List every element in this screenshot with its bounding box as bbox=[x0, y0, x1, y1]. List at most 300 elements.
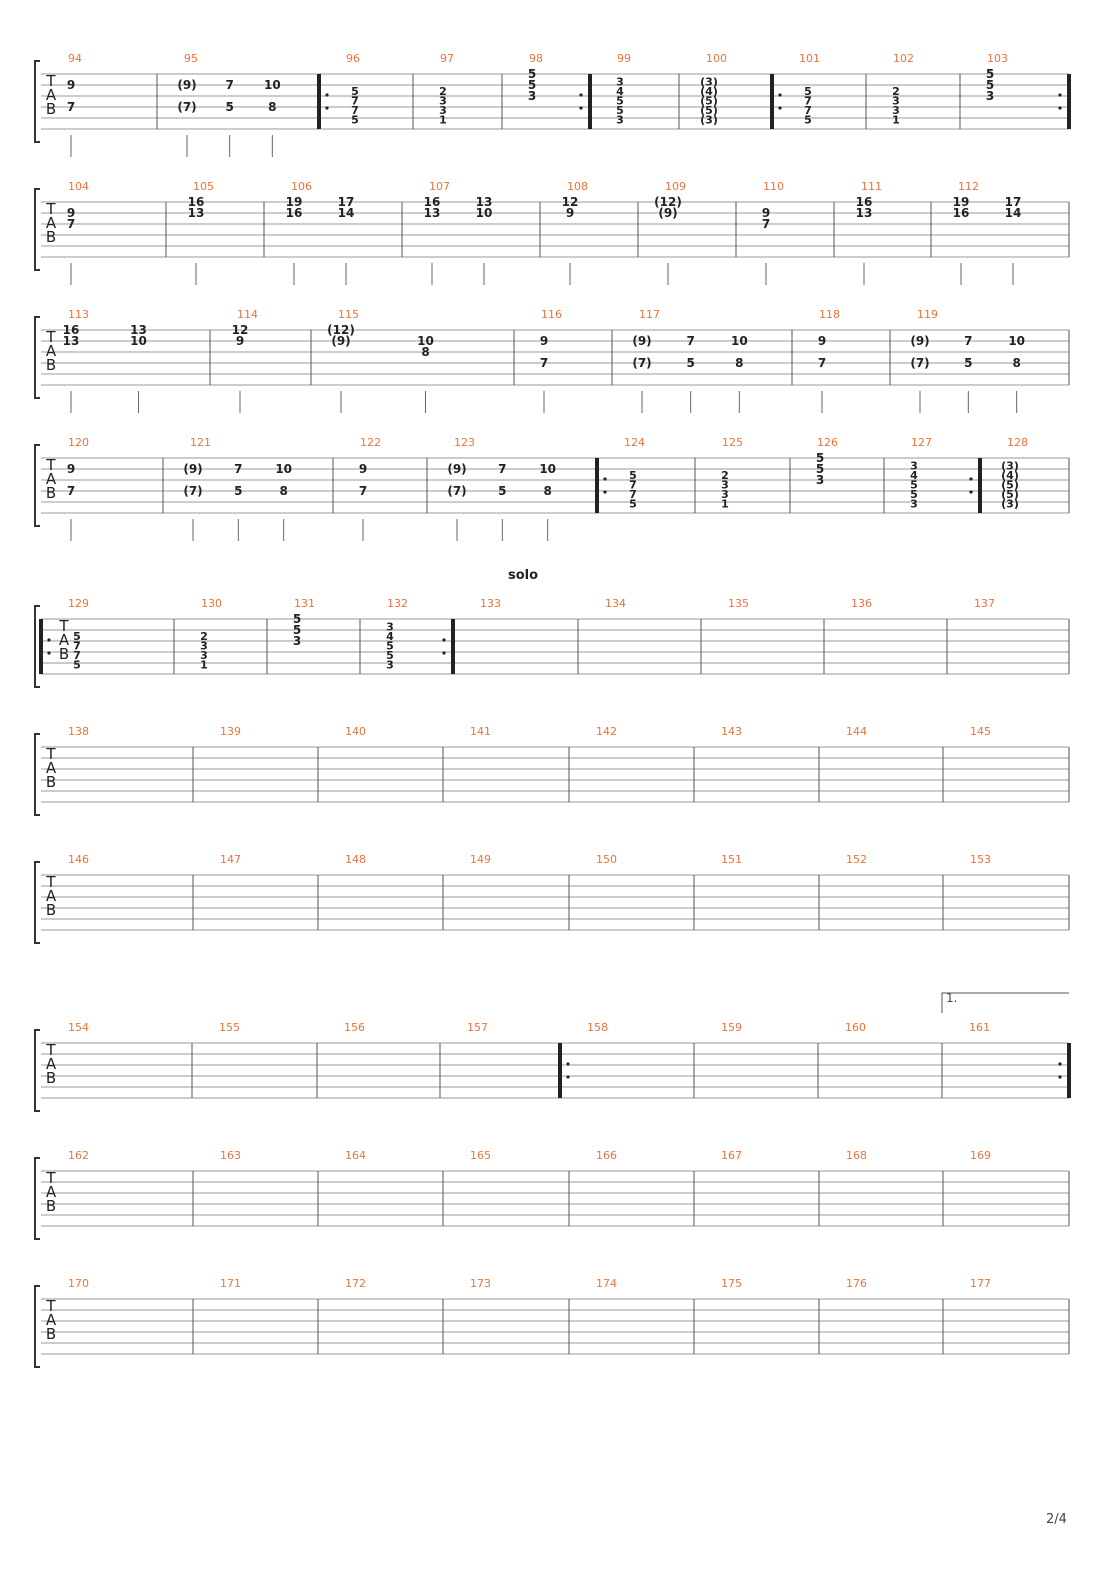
tab-note: 10 bbox=[730, 334, 748, 348]
measure-number: 156 bbox=[344, 1021, 365, 1034]
tab-note: 17 bbox=[337, 195, 355, 209]
tab-clef-letter: A bbox=[45, 342, 57, 360]
repeat-start-bar bbox=[558, 1043, 562, 1098]
measure bbox=[317, 52, 360, 129]
measure-number: 135 bbox=[728, 597, 749, 610]
measure-number: 128 bbox=[1007, 436, 1028, 449]
tab-note: 7 bbox=[351, 104, 359, 117]
tab-note: 10 bbox=[539, 462, 557, 476]
measure bbox=[286, 180, 355, 285]
measure-number: 137 bbox=[974, 597, 995, 610]
measure bbox=[177, 52, 280, 157]
measure bbox=[470, 1149, 491, 1162]
measure-number: 148 bbox=[345, 853, 366, 866]
measure-number: 161 bbox=[969, 1021, 990, 1034]
tab-clef-letter: T bbox=[46, 328, 56, 346]
measure bbox=[200, 597, 222, 672]
measure bbox=[846, 853, 867, 866]
tab-clef-letter: A bbox=[45, 470, 57, 488]
measure-number: 106 bbox=[291, 180, 312, 193]
tab-note: 5 bbox=[498, 484, 507, 498]
measure-number: 109 bbox=[665, 180, 686, 193]
tab-note: 5 bbox=[815, 451, 825, 465]
repeat-end-bar bbox=[978, 458, 982, 513]
measure-number: 96 bbox=[346, 52, 360, 65]
tab-clef-letter: B bbox=[45, 1197, 57, 1215]
measure bbox=[327, 308, 434, 413]
measure-number: 150 bbox=[596, 853, 617, 866]
repeat-dot bbox=[603, 477, 606, 480]
tab-note: (12) bbox=[327, 323, 355, 337]
tab-note: 7 bbox=[804, 94, 812, 108]
measure bbox=[910, 308, 1025, 413]
tab-note: 3 bbox=[200, 649, 208, 662]
tab-note: 5 bbox=[910, 488, 918, 501]
tab-note: 14 bbox=[337, 206, 355, 220]
repeat-start-bar bbox=[39, 619, 43, 674]
measure bbox=[386, 597, 455, 674]
tab-note: 12 bbox=[231, 323, 249, 337]
measure-number: 107 bbox=[429, 180, 450, 193]
tab-note: 5 bbox=[351, 85, 359, 98]
measure-number: 131 bbox=[294, 597, 315, 610]
tab-clef-letter: A bbox=[58, 631, 70, 649]
measure bbox=[344, 1021, 365, 1034]
measure-number: 144 bbox=[846, 725, 867, 738]
tab-note: (5) bbox=[700, 94, 718, 108]
tab-clef-letter: T bbox=[46, 1041, 56, 1059]
measure bbox=[447, 436, 556, 541]
tab-clef-letter: B bbox=[45, 484, 57, 502]
measure bbox=[851, 597, 872, 610]
tab-clef-letter: T bbox=[46, 1169, 56, 1187]
measure-number: 95 bbox=[184, 52, 198, 65]
tab-note: 9 bbox=[66, 78, 76, 92]
measure bbox=[596, 1277, 617, 1290]
tab-note: (3) bbox=[700, 113, 718, 127]
tab-clef-letter: A bbox=[45, 1311, 57, 1329]
measure bbox=[68, 725, 89, 738]
tab-note: 5 bbox=[964, 356, 973, 370]
tab-note: 8 bbox=[735, 356, 744, 370]
measure bbox=[67, 52, 82, 157]
tab-note: 3 bbox=[892, 104, 900, 117]
measure bbox=[721, 436, 743, 511]
measure-number: 164 bbox=[345, 1149, 366, 1162]
measure-number: 132 bbox=[387, 597, 408, 610]
measure-number: 143 bbox=[721, 725, 742, 738]
measure bbox=[345, 725, 366, 738]
measure bbox=[596, 1149, 617, 1162]
measure-number: 140 bbox=[345, 725, 366, 738]
measure bbox=[892, 52, 914, 127]
measure bbox=[359, 436, 381, 541]
measure-number: 155 bbox=[219, 1021, 240, 1034]
tab-note: 13 bbox=[62, 334, 80, 348]
measure-number: 154 bbox=[68, 1021, 89, 1034]
measure bbox=[846, 1149, 867, 1162]
tab-note: 9 bbox=[358, 462, 368, 476]
system-bracket bbox=[35, 445, 40, 526]
measure-number: 114 bbox=[237, 308, 258, 321]
measure bbox=[232, 308, 258, 413]
measure bbox=[219, 1021, 240, 1034]
tab-note: 3 bbox=[386, 620, 394, 634]
tab-note: 7 bbox=[817, 356, 827, 370]
measure bbox=[818, 308, 840, 413]
tab-note: 1 bbox=[721, 497, 729, 511]
tab-note: 5 bbox=[386, 639, 394, 653]
measure-number: 176 bbox=[846, 1277, 867, 1290]
tab-note: 10 bbox=[263, 78, 281, 92]
measure bbox=[220, 1149, 241, 1162]
measure-number: 139 bbox=[220, 725, 241, 738]
tab-note: 10 bbox=[1008, 334, 1026, 348]
tab-note: 7 bbox=[761, 217, 771, 231]
measure bbox=[846, 1277, 867, 1290]
measure-number: 123 bbox=[454, 436, 475, 449]
tab-clef-letter: T bbox=[46, 745, 56, 763]
measure-number: 99 bbox=[617, 52, 631, 65]
tab-note: (4) bbox=[1001, 469, 1019, 482]
tab-note: 1 bbox=[439, 113, 447, 127]
measure bbox=[68, 1021, 89, 1034]
measure-number: 134 bbox=[605, 597, 626, 610]
tab-note: 9 bbox=[66, 206, 76, 220]
tab-note: 3 bbox=[616, 113, 624, 127]
measure bbox=[762, 180, 784, 285]
measure-number: 97 bbox=[440, 52, 454, 65]
system-bracket bbox=[35, 1286, 40, 1367]
tab-note: (4) bbox=[700, 85, 718, 98]
measure bbox=[970, 725, 991, 738]
measure-number: 115 bbox=[338, 308, 359, 321]
tab-clef-letter: T bbox=[59, 617, 69, 635]
tab-note: 8 bbox=[1012, 356, 1021, 370]
tab-note: (3) bbox=[1001, 497, 1019, 511]
tab-note: 2 bbox=[892, 85, 900, 98]
tab-system bbox=[35, 725, 1069, 815]
measure bbox=[721, 1277, 742, 1290]
measure bbox=[728, 597, 749, 610]
measure-number: 121 bbox=[190, 436, 211, 449]
repeat-start-bar bbox=[595, 458, 599, 513]
measure-number: 172 bbox=[345, 1277, 366, 1290]
tab-note: 16 bbox=[62, 323, 80, 337]
tab-note: 5 bbox=[616, 94, 624, 108]
measure-number: 103 bbox=[987, 52, 1008, 65]
tab-clef-letter: B bbox=[45, 1069, 57, 1087]
tab-note: 7 bbox=[73, 649, 81, 662]
tab-note: 4 bbox=[616, 85, 624, 98]
tab-note: 7 bbox=[629, 488, 637, 501]
repeat-dot bbox=[1058, 106, 1061, 109]
measure-number: 117 bbox=[639, 308, 660, 321]
measure-number: 111 bbox=[861, 180, 882, 193]
tab-note: 13 bbox=[423, 206, 441, 220]
tab-note: 7 bbox=[234, 462, 243, 476]
measure bbox=[68, 1277, 89, 1290]
tab-clef-letter: A bbox=[45, 86, 57, 104]
tab-note: 5 bbox=[527, 67, 537, 81]
tab-note: 7 bbox=[539, 356, 549, 370]
tab-note: 5 bbox=[292, 612, 302, 626]
measure bbox=[632, 308, 747, 413]
measure-number: 105 bbox=[193, 180, 214, 193]
tab-note: 16 bbox=[423, 195, 441, 209]
repeat-dot bbox=[579, 93, 582, 96]
repeat-dot bbox=[47, 651, 50, 654]
tab-note: 2 bbox=[439, 85, 447, 98]
measure bbox=[67, 180, 89, 285]
tab-system bbox=[35, 308, 1069, 413]
tab-note: 3 bbox=[386, 658, 394, 672]
tab-note: 5 bbox=[616, 104, 624, 117]
tab-system bbox=[35, 180, 1069, 285]
tab-note: 9 bbox=[66, 462, 76, 476]
tab-note: 4 bbox=[910, 469, 918, 482]
tab-note: 7 bbox=[629, 478, 637, 492]
volta-label: 1. bbox=[946, 991, 958, 1005]
tab-clef-letter: B bbox=[45, 901, 57, 919]
tab-note: 5 bbox=[225, 100, 234, 114]
repeat-end-bar bbox=[451, 619, 455, 674]
measure-number: 159 bbox=[721, 1021, 742, 1034]
measure-number: 102 bbox=[893, 52, 914, 65]
measure-number: 175 bbox=[721, 1277, 742, 1290]
repeat-end-bar bbox=[588, 74, 592, 129]
measure bbox=[910, 436, 982, 513]
tab-note: 12 bbox=[561, 195, 579, 209]
tab-note: 10 bbox=[417, 334, 434, 348]
tab-note: 1 bbox=[892, 113, 900, 127]
tab-note: (7) bbox=[447, 484, 467, 498]
measure bbox=[470, 1277, 491, 1290]
tab-note: 1 bbox=[200, 658, 208, 672]
measure bbox=[562, 180, 588, 285]
tab-clef-letter: A bbox=[45, 1055, 57, 1073]
tab-system bbox=[35, 991, 1071, 1111]
measure-number: 124 bbox=[624, 436, 645, 449]
system-bracket bbox=[35, 1158, 40, 1239]
repeat-dot bbox=[778, 93, 781, 96]
tab-note: 3 bbox=[910, 459, 918, 473]
measure bbox=[721, 1149, 742, 1162]
tab-clef-letter: T bbox=[46, 873, 56, 891]
tab-note: 3 bbox=[985, 89, 995, 103]
repeat-start-bar bbox=[770, 74, 774, 129]
tab-clef-letter: A bbox=[45, 759, 57, 777]
repeat-dot bbox=[442, 638, 445, 641]
measure bbox=[67, 436, 89, 541]
tab-note: 16 bbox=[285, 206, 303, 220]
tab-clef-letter: A bbox=[45, 214, 57, 232]
repeat-dot bbox=[442, 651, 445, 654]
repeat-dot bbox=[969, 490, 972, 493]
measure-number: 142 bbox=[596, 725, 617, 738]
repeat-end-bar bbox=[1067, 74, 1071, 129]
tab-note: (9) bbox=[910, 334, 930, 348]
tab-note: 5 bbox=[73, 658, 81, 672]
repeat-dot bbox=[579, 106, 582, 109]
tab-note: (9) bbox=[177, 78, 197, 92]
tab-note: 8 bbox=[279, 484, 288, 498]
tab-note: (5) bbox=[1001, 478, 1019, 492]
tab-note: 3 bbox=[815, 473, 825, 487]
measure-number: 160 bbox=[845, 1021, 866, 1034]
system-bracket bbox=[35, 734, 40, 815]
measure-number: 136 bbox=[851, 597, 872, 610]
measure bbox=[439, 52, 454, 127]
measure-number: 112 bbox=[958, 180, 979, 193]
tab-clef-letter: B bbox=[58, 645, 70, 663]
measure bbox=[605, 597, 626, 610]
measure bbox=[845, 1021, 866, 1034]
repeat-dot bbox=[566, 1075, 569, 1078]
system-bracket bbox=[35, 862, 40, 943]
measure bbox=[68, 853, 89, 866]
measure bbox=[424, 180, 493, 285]
tab-note: (9) bbox=[632, 334, 652, 348]
measure bbox=[470, 725, 491, 738]
measure-number: 129 bbox=[68, 597, 89, 610]
tab-note: 5 bbox=[985, 67, 995, 81]
measure-number: 165 bbox=[470, 1149, 491, 1162]
measure bbox=[183, 436, 292, 541]
measure-number: 151 bbox=[721, 853, 742, 866]
measure bbox=[63, 308, 147, 413]
measure bbox=[846, 725, 867, 738]
measure-number: 158 bbox=[587, 1021, 608, 1034]
measure-number: 122 bbox=[360, 436, 381, 449]
measure-number: 168 bbox=[846, 1149, 867, 1162]
measure bbox=[721, 725, 742, 738]
measure bbox=[595, 436, 645, 513]
measure-number: 125 bbox=[722, 436, 743, 449]
measure-number: 174 bbox=[596, 1277, 617, 1290]
tab-note: 5 bbox=[386, 649, 394, 662]
tab-note: (9) bbox=[447, 462, 467, 476]
tab-clef-letter: T bbox=[46, 1297, 56, 1315]
repeat-dot bbox=[1058, 1075, 1061, 1078]
tab-note: 17 bbox=[1004, 195, 1022, 209]
tab-note: 13 bbox=[475, 195, 493, 209]
measure bbox=[654, 180, 686, 285]
measure-number: 94 bbox=[68, 52, 82, 65]
system-bracket bbox=[35, 61, 40, 142]
measure-number: 100 bbox=[706, 52, 727, 65]
repeat-dot bbox=[1058, 1062, 1061, 1065]
measure-number: 113 bbox=[68, 308, 89, 321]
repeat-dot bbox=[566, 1062, 569, 1065]
tab-note: 16 bbox=[187, 195, 205, 209]
repeat-dot bbox=[603, 490, 606, 493]
tab-clef-letter: B bbox=[45, 100, 57, 118]
tab-note: 7 bbox=[964, 334, 973, 348]
tab-note: 5 bbox=[910, 478, 918, 492]
measure bbox=[528, 52, 592, 129]
measure-number: 147 bbox=[220, 853, 241, 866]
measure bbox=[770, 52, 820, 129]
tab-note: (5) bbox=[700, 104, 718, 117]
tab-note: 7 bbox=[66, 100, 76, 114]
tab-note: (7) bbox=[177, 100, 197, 114]
measure-number: 98 bbox=[529, 52, 543, 65]
measure bbox=[540, 308, 562, 413]
measure bbox=[953, 180, 1022, 285]
repeat-dot bbox=[325, 93, 328, 96]
tab-note: 7 bbox=[66, 217, 76, 231]
measure bbox=[969, 1021, 1071, 1098]
measure bbox=[558, 1021, 608, 1098]
tab-system bbox=[35, 853, 1069, 943]
tab-note: 16 bbox=[855, 195, 873, 209]
measure-number: 133 bbox=[480, 597, 501, 610]
repeat-end-bar bbox=[1067, 1043, 1071, 1098]
tab-note: 5 bbox=[351, 113, 359, 127]
measure bbox=[970, 853, 991, 866]
system-bracket bbox=[35, 317, 40, 398]
measure bbox=[974, 597, 995, 610]
tab-note: 10 bbox=[130, 334, 147, 348]
tab-note: 8 bbox=[421, 345, 430, 359]
volta-bracket bbox=[942, 993, 1069, 1013]
tab-note: 7 bbox=[686, 334, 695, 348]
measure bbox=[188, 180, 214, 285]
measure bbox=[700, 52, 727, 127]
tab-system bbox=[35, 568, 1069, 687]
tab-note: 7 bbox=[225, 78, 234, 92]
tab-note: 7 bbox=[73, 639, 81, 653]
tab-note: 5 bbox=[815, 462, 825, 476]
tab-note: 3 bbox=[721, 478, 729, 492]
tab-note: 5 bbox=[804, 85, 812, 98]
tab-clef-letter: B bbox=[45, 1325, 57, 1343]
tab-note: 3 bbox=[910, 497, 918, 511]
page-number: 2/4 bbox=[1046, 1512, 1067, 1527]
tab-note: 3 bbox=[721, 488, 729, 501]
tab-note: (3) bbox=[1001, 459, 1019, 473]
tab-note: 13 bbox=[130, 323, 147, 337]
tab-note: 3 bbox=[200, 639, 208, 653]
tab-note: 3 bbox=[616, 75, 624, 89]
tab-note: 13 bbox=[187, 206, 205, 220]
tab-note: 5 bbox=[629, 469, 637, 482]
tab-note: 5 bbox=[527, 78, 537, 92]
tab-clef-letter: B bbox=[45, 773, 57, 791]
tab-note: 3 bbox=[292, 634, 302, 648]
measure-number: 166 bbox=[596, 1149, 617, 1162]
tab-note: 13 bbox=[855, 206, 873, 220]
tab-clef-letter: T bbox=[46, 72, 56, 90]
measure bbox=[345, 1149, 366, 1162]
tab-note: (7) bbox=[910, 356, 930, 370]
tab-system bbox=[35, 1149, 1069, 1239]
measure bbox=[596, 853, 617, 866]
tab-system bbox=[35, 1277, 1069, 1367]
measure-number: 173 bbox=[470, 1277, 491, 1290]
measure-number: 110 bbox=[763, 180, 784, 193]
tab-note: 4 bbox=[386, 630, 394, 643]
tab-note: 7 bbox=[498, 462, 507, 476]
tab-note: 9 bbox=[761, 206, 771, 220]
measure bbox=[220, 1277, 241, 1290]
repeat-dot bbox=[47, 638, 50, 641]
measure-number: 145 bbox=[970, 725, 991, 738]
measure-number: 127 bbox=[911, 436, 932, 449]
measure bbox=[220, 725, 241, 738]
tab-note: 5 bbox=[686, 356, 695, 370]
